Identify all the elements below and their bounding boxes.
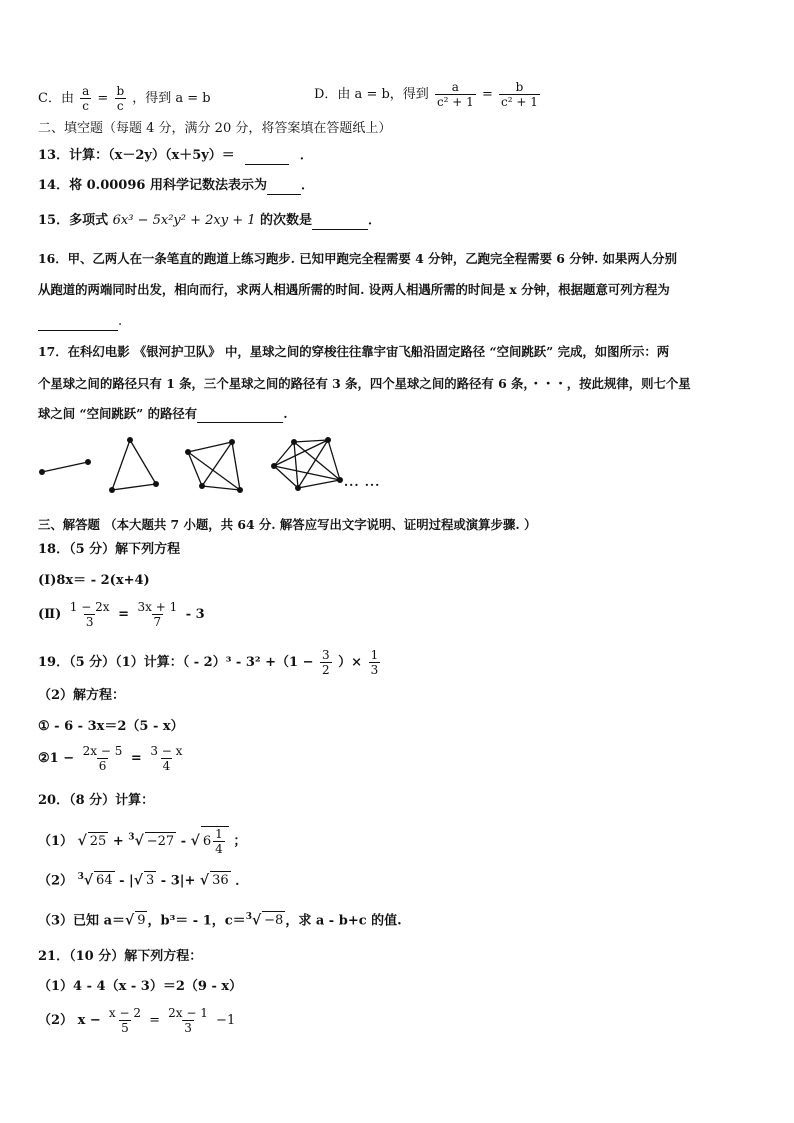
sqrt-symbol: √ [83,872,94,889]
q14-tail: ． [300,178,314,193]
q21-part2 [38,1006,235,1035]
radicand: 64 [96,873,113,889]
fraction: $\frac{b}{\text{c² + 1}}$ [500,80,538,109]
sqrt-symbol: √ [125,912,135,929]
equals-sign: = [149,1013,161,1028]
radicand: 25 [89,834,107,849]
continuation-dots: ··· ··· [344,478,381,492]
q16-line2: 从跑道的两端同时出发，相向而行，求两人相遇所需的时间. 设两人相遇所需的时间是 x 分钟，根据题意可列方程为 [38,282,670,297]
q17-line3-text: 球之间 “空间跳跃” 的路径有 [38,406,198,421]
q15-prefix: 15．多项式 [38,213,109,228]
minus-sign: - [180,834,191,849]
q20-part3 [38,908,402,930]
radicand: −27 [146,834,175,849]
root-index: 3 [128,832,135,843]
q18-title: 18．（5 分）解下列方程 [38,542,181,557]
graph-2-planets [39,459,91,475]
q16-line1: 16．甲、乙两人在一条笔直的跑道上练习跑步. 已知甲跑完全程需要 4 分钟，乙跑完全程需要 6 分钟. 如果两人分别 [38,251,677,266]
q13-tail: ． [299,148,313,163]
equals-sign: = [97,91,109,106]
q13 [38,147,313,165]
fraction: $\frac{a}{\text{c² + 1}}$ [436,80,474,109]
q14 [38,177,314,195]
answer-blank [38,316,118,331]
q17-line3 [38,405,288,423]
answer-blank [312,215,368,230]
fraction: $\frac{b}{c}$ [116,84,125,113]
q20-part2 [38,868,248,890]
equals-sign: = [118,607,129,622]
section3-title: 三、解答题 （本大题共 7 小题，共 64 分. 解答应写出文字说明、证明过程或演算步骤. ） [38,517,537,532]
q19-part2: （2）解方程： [38,688,126,703]
equals-sign: = [130,751,142,766]
q20-p2-tail: ． [235,873,249,889]
radicand: 3 [145,873,155,889]
polynomial-expression: 6x³ − 5x²y² + 2xy + 1 [112,213,256,228]
graph-4-planets [185,439,243,493]
graph-3-planets [109,437,159,493]
q15 [38,212,381,230]
q20-p3-mid: ，b³＝ - 1，c＝ [147,913,246,929]
q18-part2 [38,600,205,629]
q15-mid: 的次数是 [260,213,313,228]
root-index: 3 [245,912,252,922]
q14-text: 14．将 0.00096 用科学记数法表示为 [38,178,267,193]
sqrt-symbol: √ [251,912,262,929]
sqrt-symbol: √ [199,872,210,889]
q19-mid: ）× [338,655,363,670]
q17-tail: . [283,406,288,421]
q20-p3-tail: ，求 a - b+c 的值. [285,913,402,929]
option-d-label: D．由 a = b，得到 [314,87,429,102]
q19-title: 19．（5 分）（1）计算：（ - 2）³ - 3² +（1 − [38,655,314,670]
fraction: $\frac{1 - 2x}{3}$ [69,600,110,629]
q13-text: 13．计算：（x－2y）（x＋5y）＝ [38,148,235,163]
fraction: $\frac{1}{3}$ [370,648,379,677]
q17-line1: 17．在科幻电影 《银河护卫队》 中，星球之间的穿梭往往靠宇宙飞船沿固定路径 “空间跳跃” 完成，如图所示：两 [38,344,670,359]
sqrt-symbol: √ [77,833,87,849]
option-c-tail: ，得到 a = b [132,91,211,106]
radicand: −8 [264,913,284,929]
fraction: $\frac{x - 2}{5}$ [108,1006,141,1035]
radicand: 6 $\frac{1}{4}$ [201,826,229,856]
fraction: $\frac{3}{2}$ [322,648,330,677]
q19-eq2 [38,744,186,773]
sqrt-symbol: √ [190,833,200,849]
q19-part1 [38,648,382,677]
q20-p2-mid2: - 3|+ [160,873,196,889]
q16-tail: . [118,314,123,329]
sqrt-symbol: √ [133,872,143,889]
q21-title: 21．（10 分）解下列方程： [38,949,203,964]
root-index: 3 [77,872,84,882]
answer-blank [245,150,289,165]
q12-option-d [314,80,542,109]
fraction: $\frac{2x - 5}{6}$ [82,744,123,773]
q12-option-c [38,84,211,113]
fraction: $\frac{3x + 1}{7}$ [137,600,178,629]
radicand: 36 [212,873,229,889]
fraction: $\frac{a}{c}$ [82,84,90,113]
q19-eq1: ① - 6 - 3x＝2（5 - x） [38,719,184,734]
q21-tail: −1 [216,1013,236,1028]
option-c-label: C．由 [38,91,74,106]
radicand: 9 [137,913,146,929]
part-label: （2） [38,873,74,889]
q15-tail: ． [368,213,382,228]
sqrt-symbol: √ [134,833,144,849]
q20-p2-mid: - | [119,873,134,889]
q20-part1 [38,826,246,856]
part-label: ②1 − [38,751,75,766]
plus-sign: + [112,834,124,849]
part-label: （2） x − [38,1013,101,1028]
part-label: (Ⅱ) [38,607,62,622]
fraction: $\frac{2x - 1}{3}$ [168,1006,208,1035]
part-label: （1） [38,834,74,849]
graph-5-planets [271,437,343,491]
q20-p3-label: （3）已知 a＝ [38,913,125,929]
q21-part1: （1）4 - 4（x - 3）＝2（9 - x） [38,979,243,994]
q20-p1-tail: ； [233,834,247,849]
q18-tail: - 3 [185,607,205,622]
answer-blank [267,180,301,195]
answer-blank [197,408,283,423]
fraction: $\frac{3 - x}{4}$ [150,744,183,773]
section2-title: 二、填空题（每题 4 分，满分 20 分，将答案填在答题纸上） [38,121,392,136]
q18-part1: (Ⅰ)8x＝ - 2(x+4) [38,573,150,588]
q16-answer [38,313,122,331]
planet-paths-figure [36,432,396,502]
equals-sign: = [481,87,493,102]
q17-line2: 个星球之间的路径只有 1 条，三个星球之间的路径有 3 条，四个星球之间的路径有 6 条，・・・，按此规律，则七个星 [38,376,691,391]
q20-title: 20．（8 分）计算： [38,793,155,808]
